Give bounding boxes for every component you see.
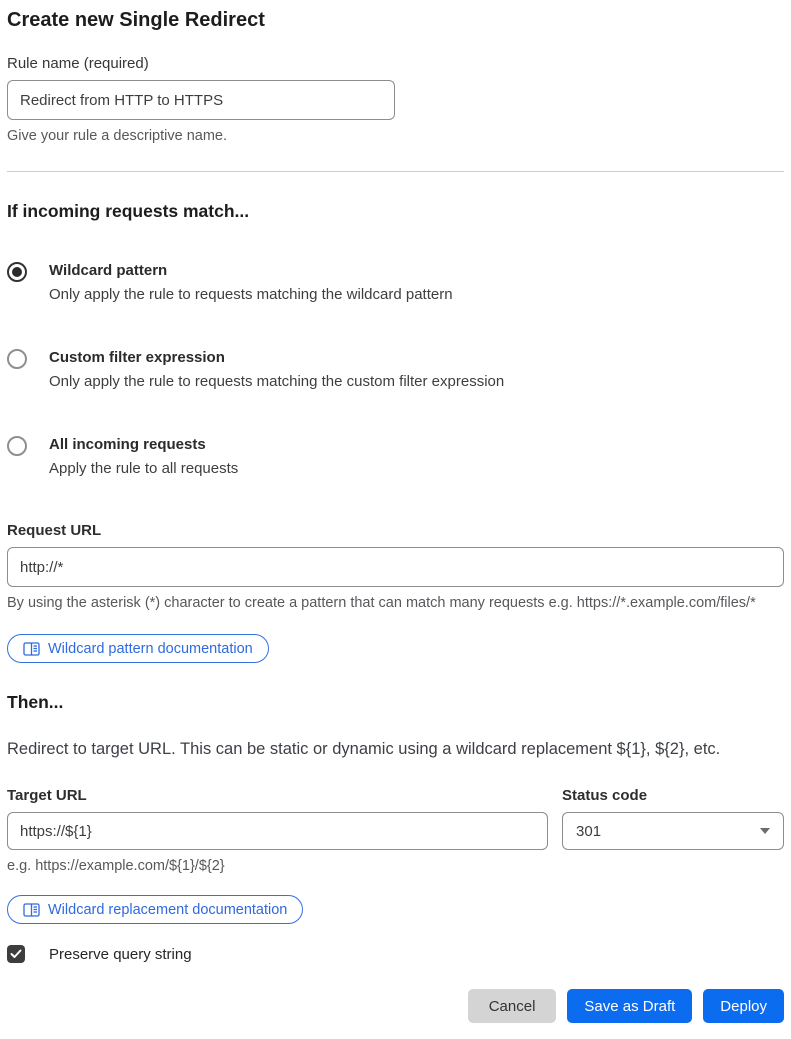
rule-name-help: Give your rule a descriptive name. (7, 128, 228, 144)
radio-description: Only apply the rule to requests matching the custom filter expression (49, 373, 505, 390)
target-url-input[interactable] (7, 812, 548, 850)
radio-unselected-icon[interactable] (7, 349, 27, 369)
create-redirect-form (0, 7, 791, 1023)
book-icon (23, 642, 40, 656)
rule-name-input[interactable] (7, 80, 395, 120)
radio-label: Custom filter expression (49, 349, 225, 366)
radio-all-incoming-requests[interactable] (7, 435, 784, 478)
book-icon (23, 903, 40, 917)
radio-selected-icon[interactable] (7, 262, 27, 282)
request-url-input[interactable] (7, 547, 784, 587)
section-divider (7, 171, 784, 172)
doc-button-label: Wildcard pattern documentation (48, 640, 253, 657)
deploy-button[interactable]: Deploy (703, 989, 784, 1023)
doc-button-label: Wildcard replacement documentation (48, 901, 288, 918)
radio-description: Only apply the rule to requests matching the wildcard pattern (49, 286, 453, 303)
preserve-query-string-label: Preserve query string (49, 945, 192, 963)
status-code-value: 301 (576, 822, 602, 840)
rule-name-label: Rule name (required) (7, 55, 149, 72)
page-title: Create new Single Redirect (7, 9, 265, 31)
radio-unselected-icon[interactable] (7, 436, 27, 456)
target-row (7, 787, 784, 876)
form-actions (7, 989, 784, 1023)
preserve-query-string-option[interactable] (7, 945, 784, 963)
cancel-button[interactable]: Cancel (468, 989, 557, 1023)
radio-label: Wildcard pattern (49, 262, 168, 279)
radio-label: All incoming requests (49, 436, 206, 453)
radio-description: Apply the rule to all requests (49, 460, 239, 477)
wildcard-pattern-docs-button[interactable] (7, 634, 269, 663)
match-section-heading: If incoming requests match... (7, 201, 250, 221)
match-radio-group (7, 261, 784, 478)
checkbox-checked-icon[interactable] (7, 945, 25, 963)
target-url-label: Target URL (7, 787, 87, 804)
chevron-down-icon (760, 828, 770, 834)
save-as-draft-button[interactable]: Save as Draft (567, 989, 692, 1023)
request-url-label: Request URL (7, 522, 102, 539)
then-description: Redirect to target URL. This can be static or dynamic using a wildcard replacement ${1}, ${2}, etc. (7, 740, 721, 758)
radio-custom-filter-expression[interactable] (7, 348, 784, 391)
request-url-help: By using the asterisk (*) character to create a pattern that can match many requests e.g. https://*.example.com/files/* (7, 595, 756, 611)
status-code-select[interactable] (562, 812, 784, 850)
target-url-help: e.g. https://example.com/${1}/${2} (7, 858, 225, 874)
status-code-label: Status code (562, 787, 648, 804)
then-section-heading: Then... (7, 692, 64, 712)
wildcard-replacement-docs-button[interactable] (7, 895, 303, 924)
radio-wildcard-pattern[interactable] (7, 261, 784, 304)
